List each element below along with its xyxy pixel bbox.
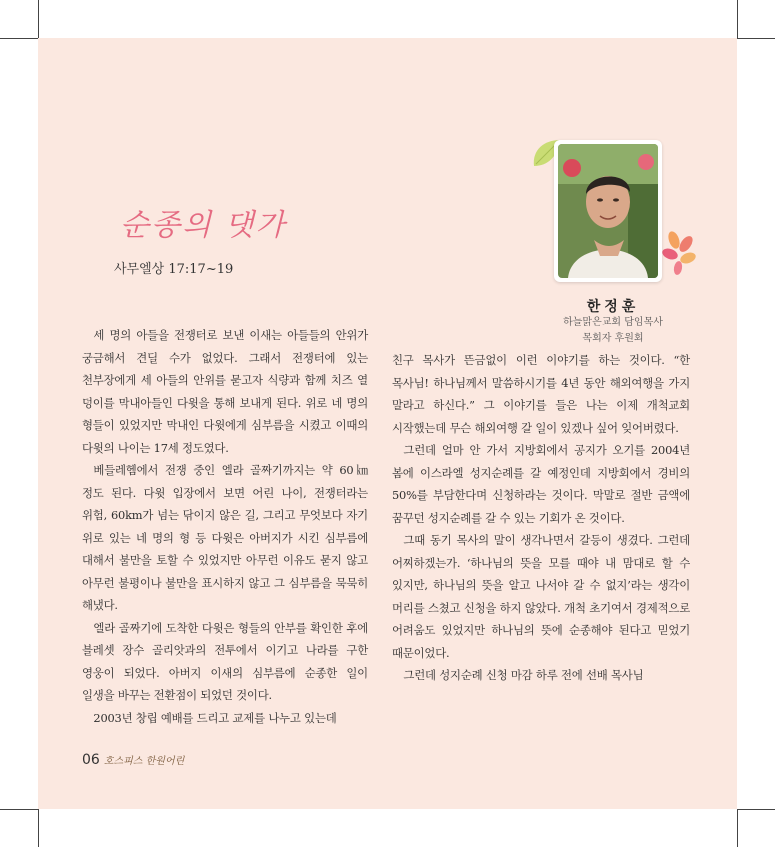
crop-mark — [0, 38, 38, 39]
crop-mark — [0, 809, 38, 810]
paragraph: 엘라 골짜기에 도착한 다윗은 형들의 안부를 확인한 후에 블레셋 장수 골리앗과의 전투에서 이기고 나라를 구한 영웅이 되었다. 아버지 이새의 심부름에 순종한 일이 일생을 바꾸는 전환점이 되었던 것이다. — [82, 620, 368, 702]
crop-mark — [737, 809, 738, 847]
paragraph: 그때 동기 목사의 말이 생각나면서 갈등이 생겼다. 그런데 어찌하겠는가. ‘하나님의 뜻을 모를 때야 내 맘대로 할 수 있지만, 하나님의 뜻을 알고 나서야 갈 수 없지’라는 생각이 머리를 스쳤고 신청을 하지 않았다. 개척 초기여서 경제적으로 어려움도 있었지만 하나님의 뜻에 순종해야 된다고 믿었기 때문이었다. — [392, 533, 690, 660]
magazine-brand: 호스피스 한원어린 — [103, 756, 185, 767]
paragraph: 그런데 성지순례 신청 마감 하루 전에 선배 목사님 — [403, 668, 644, 682]
scripture-reference: 사무엘상 17:17~19 — [114, 262, 234, 277]
author-name: 한정훈 — [586, 299, 640, 315]
left-column — [82, 324, 368, 729]
crop-mark — [737, 809, 775, 810]
right-column — [392, 349, 690, 687]
page-footer — [82, 752, 184, 768]
crop-mark — [737, 38, 775, 39]
author-role-line: 하늘맑은교회 담임목사 — [563, 317, 663, 328]
crop-mark — [38, 809, 39, 847]
paragraph: 베들레헴에서 전쟁 중인 엘라 골짜기까지는 약 60㎞ 정도 된다. 다윗 입장에서 보면 어린 나이, 전쟁터라는 위험, 60km가 넘는 닦이지 않은 길, 그리고 무엇보다 자기 위로 있는 네 명의 형 등 다윗은 아버지가 시킨 심부름에 대해서 불만을 토할 수 있었지만 아무런 이유도 묻지 않고 아무런 불평이나 불만을 표시하지 않고 그 심부름을 묵묵히 해냈다. — [82, 463, 368, 612]
author-photo-frame — [554, 140, 662, 282]
flower-icon — [660, 230, 700, 276]
paragraph: 2003년 창립 예배를 드리고 교제를 나누고 있는데 — [93, 710, 337, 725]
crop-mark — [737, 0, 738, 38]
author-role — [540, 315, 686, 347]
paragraph: 그런데 얼마 안 가서 지방회에서 공지가 오기를 2004년 봄에 이스라엘 성지순례를 갈 예정인데 지방회에서 경비의 50%를 부담한다며 신청하라는 것이다. 막말로 절반 금액에 꿈꾸던 성지순례를 갈 수 있는 기회가 온 것이다. — [392, 443, 690, 525]
crop-mark — [38, 0, 39, 38]
author-photo — [558, 144, 658, 278]
paragraph: 친구 목사가 뜬금없이 이런 이야기를 하는 것이다. “한 목사님! 하나님께서 말씀하시기를 4년 동안 해외여행을 가지 말라고 하신다.” 그 이야기를 들은 나는 이제 개척교회 시작했는데 무슨 해외여행 갈 일이 있겠나 싶어 잊어버렸다. — [392, 353, 690, 435]
author-role-line: 목회자 후원회 — [582, 333, 644, 344]
page-number: 06 — [82, 752, 100, 768]
article-title: 순종의 댓가 — [120, 208, 287, 243]
paragraph: 세 명의 아들을 전쟁터로 보낸 이새는 아들들의 안위가 궁금해서 견딜 수가 없었다. 그래서 전쟁터에 있는 천부장에게 세 아들의 안위를 묻고자 식량과 함께 치즈 열 덩이를 막내아들인 다윗을 통해 보내게 된다. 위로 네 명의 형들이 있었지만 막내인 다윗에게 심부름을 시켰고 이때의 다윗의 나이는 17세 정도였다. — [82, 328, 368, 455]
